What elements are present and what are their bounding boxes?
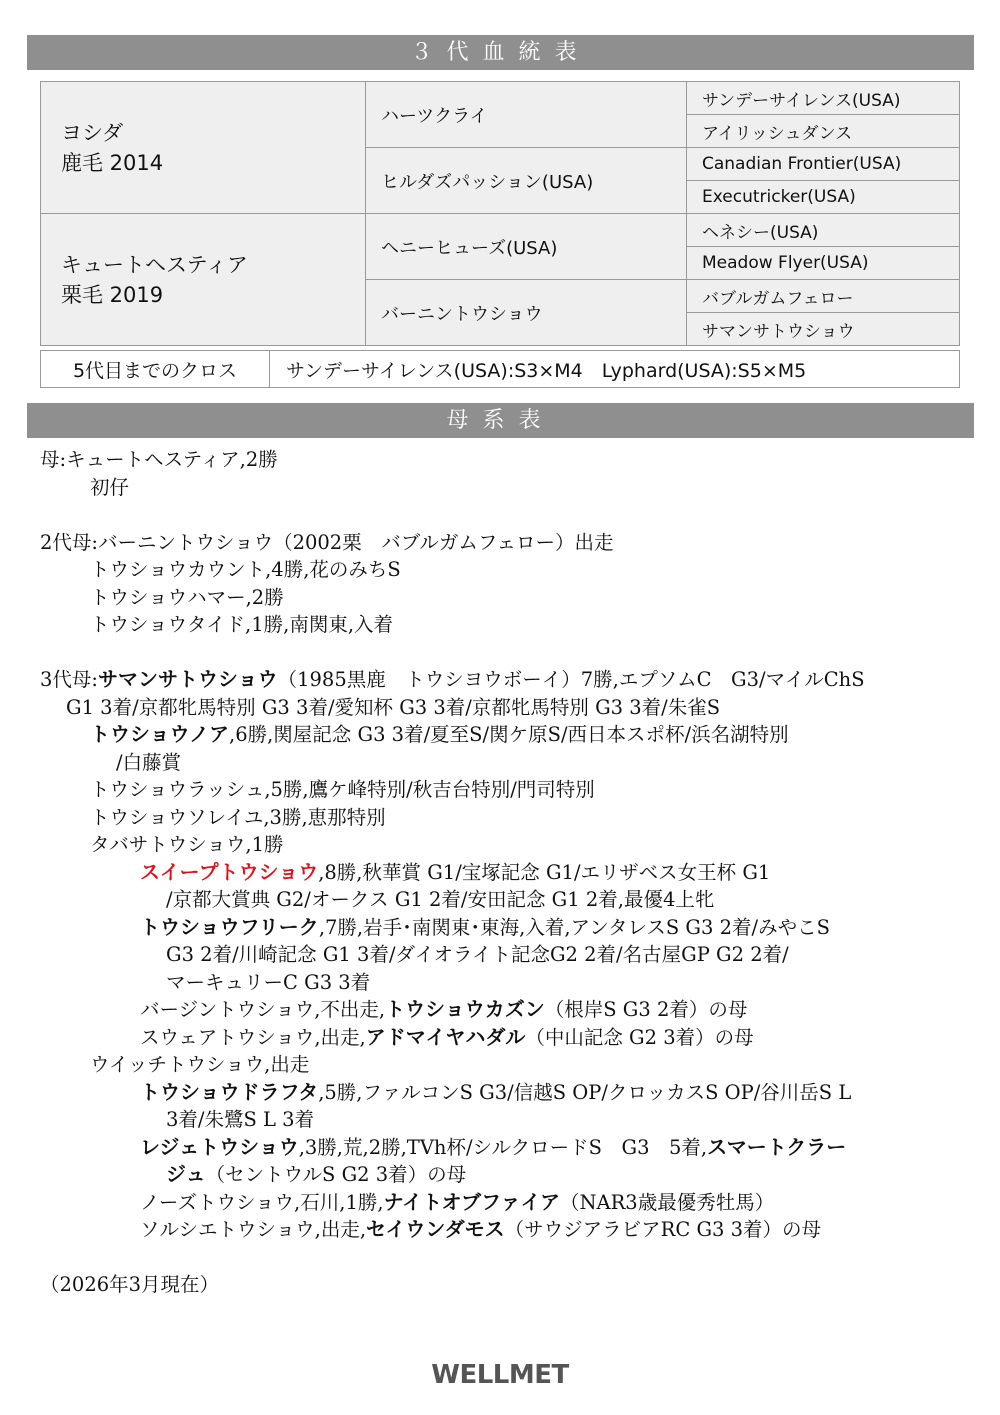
regit-cont — [40, 1161, 970, 1189]
draft-line — [40, 1079, 970, 1107]
noa-name: トウショウノア — [90, 722, 229, 746]
sire-name: ヨシダ — [61, 120, 124, 145]
draft-rest: ,5勝,ファルコンS G3/信越S OP/クロッカスS OP/谷川岳S L — [318, 1080, 852, 1104]
regit-name: レジェトウショウ — [140, 1134, 299, 1159]
nose-line — [40, 1189, 970, 1217]
sire-sire-dam: アイリッシュダンス — [687, 115, 960, 148]
soleil-line: トウショウソレイユ,3勝,恵那特別 — [90, 805, 386, 829]
dam-sire-sire: ヘネシー(USA) — [687, 214, 960, 247]
regit-name2-cont: ジュ — [166, 1162, 206, 1186]
g3-line — [40, 666, 970, 694]
sire-dam-sire: Canadian Frontier(USA) — [687, 148, 960, 181]
cross-label: 5代目までのクロス — [41, 351, 270, 388]
as-of-date: （2026年3月現在） — [40, 1273, 220, 1296]
sorci-pre: ソルシエトウショウ,出走, — [140, 1218, 367, 1241]
sorci-name: セイウンダモス — [366, 1217, 505, 1241]
sorci-line — [40, 1216, 970, 1244]
g3-rest: （1985黒鹿 トウシヨウボーイ）7勝,エプソムC G3/マイルChS — [277, 668, 865, 691]
sweep-cont: /京都大賞典 G2/オークス G1 2着/安田記念 G1 2着,最優4上牝 — [166, 888, 715, 911]
pedigree-table — [40, 81, 960, 346]
g2-child-1: トウショウカウント,4勝,花のみちS — [90, 558, 401, 581]
regit-name2: スマートクラー — [707, 1134, 847, 1159]
g3-cont: G1 3着/京都牝馬特別 G3 3着/愛知杯 G3 3着/京都牝馬特別 G3 3着/朱雀S — [66, 695, 721, 719]
regit-line — [40, 1134, 970, 1162]
g2-child-3: トウショウタイド,1勝,南関東,入着 — [90, 613, 394, 636]
freak-name: トウショウフリーク — [140, 914, 319, 939]
dam-sire-dam: Meadow Flyer(USA) — [687, 247, 960, 280]
swear-line — [40, 1024, 970, 1052]
dam-sire: ヘニーヒューズ(USA) — [366, 214, 687, 280]
sire-dam-dam: Executricker(USA) — [687, 181, 960, 214]
sire-sire: ハーツクライ — [366, 82, 687, 148]
freak-cont-1: G3 2着/川崎記念 G1 3着/ダイオライト記念G2 2着/名古屋GP G2 2着/ — [166, 943, 789, 966]
g2-line: 2代母:バーニントウショウ（2002栗 バブルガムフェロー）出走 — [40, 530, 614, 554]
dam-dam-dam: サマンサトウショウ — [687, 313, 960, 346]
cross-table — [40, 350, 960, 388]
regit-post: （セントウルS G2 3着）の母 — [205, 1163, 467, 1186]
sweep-rest: ,8勝,秋華賞 G1/宝塚記念 G1/エリザベス女王杯 G1 — [318, 860, 771, 884]
draft-cont: 3着/朱鷺S L 3着 — [166, 1108, 315, 1131]
sweep-line — [40, 859, 970, 887]
freak-line — [40, 914, 970, 942]
virgin-post: （根岸S G3 2着）の母 — [544, 998, 748, 1021]
rush-line: トウショウラッシュ,5勝,鷹ケ峰特別/秋吉台特別/門司特別 — [90, 778, 595, 801]
wellmet-logo: WELLMET — [431, 1360, 569, 1390]
dam-dam-sire: バブルガムフェロー — [687, 280, 960, 313]
noa-rest: ,6勝,関屋記念 G3 3着/夏至S/関ケ原S/西日本スポ杯/浜名湖特別 — [229, 723, 789, 746]
virgin-name: トウショウカズン — [385, 997, 545, 1021]
regit-mid: ,3勝,荒,2勝,TVh杯/シルクロードS G3 5着, — [298, 1135, 708, 1159]
nose-pre: ノーズトウショウ,石川,1勝, — [140, 1190, 384, 1214]
dam-cell — [41, 214, 366, 346]
dam-name: キュートヘスティア — [61, 252, 248, 277]
dam-line: 母:キュートヘスティア,2勝 — [40, 448, 278, 471]
virgin-pre: バージントウショウ,不出走, — [140, 998, 386, 1021]
pedigree-header: ３代血統表 — [27, 35, 974, 70]
virgin-line — [40, 996, 970, 1024]
dam-dam: バーニントウショウ — [366, 280, 687, 346]
noa-cont: /白藤賞 — [116, 750, 182, 774]
sorci-post: （サウジアラビアRC G3 3着）の母 — [504, 1218, 822, 1241]
freak-rest: ,7勝,岩手･南関東･東海,入着,アンタレスS G3 2着/みやこS — [318, 915, 830, 939]
nose-post: （NAR3歳最優秀牡馬） — [559, 1190, 775, 1214]
sweep-name: スイープトウショウ — [140, 859, 319, 884]
sire-cell — [41, 82, 366, 214]
family-table — [40, 446, 970, 1299]
witch-line: ウイッチトウショウ,出走 — [90, 1053, 310, 1076]
swear-name: アドマイヤハダル — [365, 1024, 526, 1049]
sire-dam: ヒルダズパッション(USA) — [366, 148, 687, 214]
dam-detail: 栗毛 2019 — [61, 282, 164, 307]
cross-value: サンデーサイレンス(USA):S3×M4 Lyphard(USA):S5×M5 — [270, 351, 960, 388]
nose-name: ナイトオブファイア — [383, 1189, 560, 1214]
noa-line — [40, 721, 970, 749]
g2-child-2: トウショウハマー,2勝 — [90, 585, 284, 609]
freak-cont-2: マーキュリーC G3 3着 — [166, 970, 371, 994]
tabasa-line: タバサトウショウ,1勝 — [90, 833, 284, 856]
family-header: 母系表 — [27, 403, 974, 438]
g3-name: サマンサトウショウ — [97, 667, 278, 691]
swear-pre: スウェアトウショウ,出走, — [140, 1025, 366, 1049]
dam-first: 初仔 — [90, 475, 130, 499]
sire-detail: 鹿毛 2014 — [61, 150, 164, 175]
g3-prefix: 3代母: — [40, 668, 98, 691]
swear-post: （中山記念 G2 3着）の母 — [525, 1025, 754, 1049]
draft-name: トウショウドラフタ — [140, 1079, 319, 1104]
sire-sire-sire: サンデーサイレンス(USA) — [687, 82, 960, 115]
